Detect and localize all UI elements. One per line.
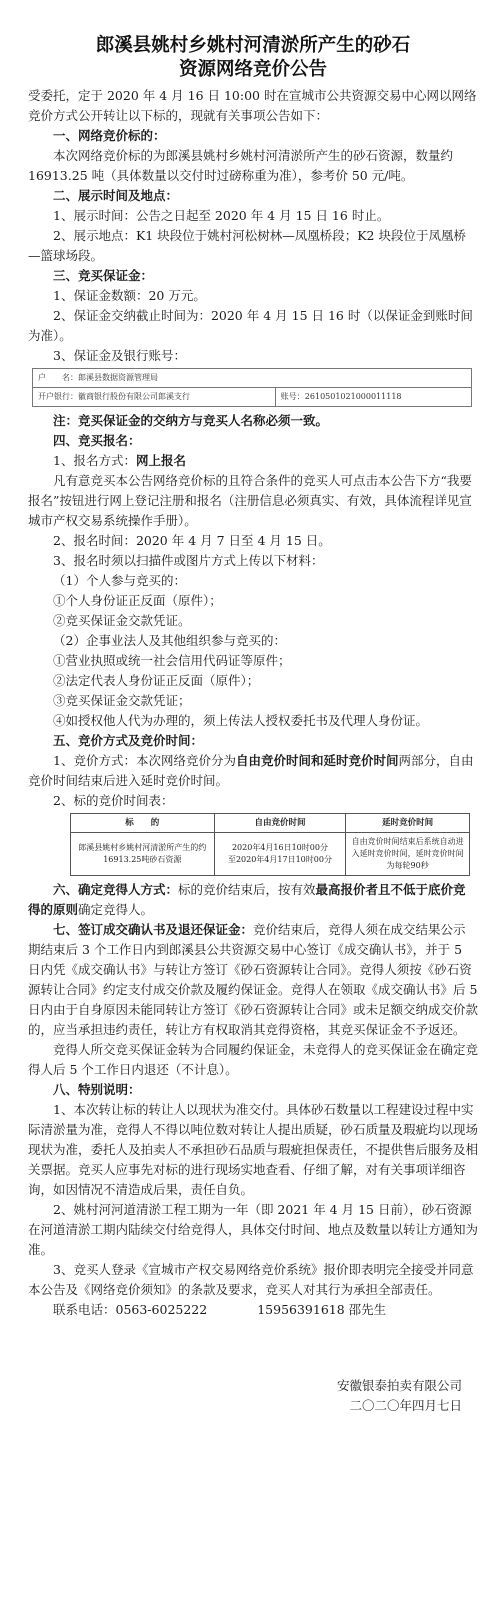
bank-account-table [32, 368, 472, 407]
bidding-table-row [71, 833, 470, 876]
section-1-heading: 一、网络竞价标的： [53, 128, 166, 143]
special-note-1: 1、本次转让标的转让人以现状为准交付。具体砂石数量以工程建设过程中实际清淤量为准，竞得人不得以吨位数对转让人提出质疑，砂石质量及瑕疵均以现场现状为准，委托人及拍卖人不承担砂石品质与瑕疵担保责任，不提供售后服务及相关票据。竞买人应事先对标的进行现场实地查看、仔细了解，对有关事项详细咨询，如因情况不清造成后果，责任自负。 [28, 1102, 479, 1197]
individual-materials-heading: （1）个人参与竞买的： [53, 573, 186, 588]
account-bank-label: 开户银行： [38, 392, 78, 401]
section-1-text: 本次网络竞价标的为郎溪县姚村乡姚村河清淤所产生的砂石资源，数量约 16913.25 吨（具体数量以交付时过磅称重为准），参考价 50 元/吨。 [28, 148, 454, 183]
section-6-paragraph [28, 880, 478, 920]
account-bank-value: 徽商银行股份有限公司郎溪支行 [78, 392, 190, 401]
cell-free-bidding-time [214, 833, 346, 876]
bidding-method [28, 751, 478, 791]
bidding-method-prefix: 1、竞价方式：本次网络竞价分为 [53, 753, 236, 768]
signature-company: 安徽银泰拍卖有限公司 [336, 1378, 462, 1393]
section-7-text: 竞价结束后，竞得人须在成交结果公示期结束后 3 个工作日内到郎溪县公共资源交易中心签订《成交确认书》，并于 5 日内凭《成交确认书》与转让方签订《砂石资源转让合同》。竞得人须按《砂石资源转让合同》约定支付成交价款及履约保证金。竞得人在领取《成交确认书》后 5 日内由于自身原因未能同转让方签订《砂石资源转让合同》或未足额交纳成交价款的，应当承担违约责任，转让方有权取消其竞得资格，其竞买保证金不予返还。 [28, 922, 479, 1037]
organization-material-2: ②法定代表人身份证正反面（原件）； [53, 673, 260, 688]
account-bank-cell [33, 388, 276, 407]
title-line-2: 资源网络竞价公告 [178, 59, 327, 80]
registration-method [28, 451, 478, 471]
registration-instructions: 凡有意竞买本公告网络竞价标的且符合条件的竞买人可点击本公告下方“我要报名”按钮进行网上登记注册和报名（注册信息必须真实、有效，具体流程详见宣城市产权交易系统操作手册）。 [28, 473, 472, 528]
free-bidding-start: 2020年4月16日10时00分 [231, 843, 328, 852]
organization-material-4: ④如授权他人代为办理的，须上传法人授权委托书及代理人身份证。 [53, 713, 429, 728]
title-line-1: 郎溪县姚村乡姚村河清淤所产生的砂石 [95, 35, 411, 56]
bidding-table-header [71, 814, 470, 833]
section-7-heading: 七、签订成交确认书及退还保证金： [53, 922, 254, 937]
cell-target: 郎溪县姚村乡姚村河清淤所产生的约16913.25吨砂石资源 [71, 833, 215, 876]
account-name-row [33, 369, 472, 388]
account-name-cell [33, 369, 472, 388]
section-2-heading: 二、展示时间及地点： [53, 188, 179, 203]
section-7-paragraph [28, 920, 478, 1040]
contact-phone: 联系电话：0563-6025222 15956391618 邵先生 [53, 1302, 387, 1317]
section-4-heading: 四、竞买报名： [53, 433, 141, 448]
organization-material-3: ③竞买保证金交款凭证； [53, 693, 191, 708]
deposit-account-intro: 3、保证金及银行账号： [53, 348, 186, 363]
account-bank-row [33, 388, 472, 407]
organization-material-1: ①营业执照或统一社会信用代码证等原件； [53, 653, 291, 668]
section-6-text-bold: 最高报价者且不低于底价竞得的原则 [28, 882, 466, 917]
bidding-method-bold: 自由竞价时间和延时竞价时间 [235, 753, 399, 768]
registration-time: 2、报名时间：2020 年 4 月 7 日至 4 月 15 日。 [53, 533, 331, 548]
account-name-label: 户 名： [38, 373, 78, 382]
section-6-heading: 六、确定竞得人方式： [53, 882, 179, 897]
page-title [28, 34, 478, 82]
header-free-bidding: 自由竞价时间 [214, 814, 346, 833]
section-2-display-location: 2、展示地点：K1 块段位于姚村河松树林—凤凰桥段；K2 块段位于凤凰桥—篮球场段。 [28, 228, 466, 263]
organization-materials-heading: （2）企事业法人及其他组织参与竞买的： [53, 633, 286, 648]
signature-date: 二〇二〇年四月七日 [349, 1398, 462, 1413]
intro-paragraph: 受委托，定于 2020 年 4 月 16 日 10:00 时在宣城市公共资源交易中心网以网络竞价方式公开转让以下标的，现就有关事项公告如下： [28, 88, 477, 123]
individual-material-2: ②竞买保证金交款凭证。 [53, 613, 191, 628]
special-note-2: 2、姚村河河道清淤工程工期为一年（即 2021 年 4 月 15 日前），砂石资源在河道清淤工期内陆续交付给竞得人，具体交付时间、地点及数量以转让方通知为准。 [28, 1202, 479, 1257]
account-number-cell [275, 388, 471, 407]
section-6-text-b: 确定竞得人。 [78, 902, 154, 917]
section-8-heading: 八、特别说明： [53, 1082, 141, 1097]
individual-material-1: ①个人身份证正反面（原件）； [53, 593, 222, 608]
account-number-label: 账号： [280, 392, 305, 401]
deposit-deadline: 2、保证金交纳截止时间为：2020 年 4 月 15 日 16 时（以保证金到账时间为准）。 [28, 308, 473, 343]
section-2-display-time: 1、展示时间：公告之日起至 2020 年 4 月 15 日 16 时止。 [53, 208, 390, 223]
registration-materials: 3、报名时须以扫描件或图片方式上传以下材料： [53, 553, 324, 568]
deposit-amount: 1、保证金数额：20 万元。 [53, 288, 206, 303]
header-extended-bidding: 延时竞价时间 [346, 814, 470, 833]
special-note-3: 3、竞买人登录《宣城市产权交易网络竞价系统》报价即表明完全接受并同意本公告及《网络竞价须知》的条款及要求，竞买人对其行为承担全部责任。 [28, 1262, 474, 1297]
header-target: 标 的 [71, 814, 215, 833]
bidding-method-suffix: 两部分，自由竞价时间结束后进入延时竞价时间。 [28, 753, 474, 788]
cell-extended-bidding-time: 自由竞价时间结束后系统自动进入延时竞价时间，延时竞价时间为每轮90秒 [346, 833, 470, 876]
registration-method-label: 1、报名方式： [53, 453, 136, 468]
account-number-value: 2610501021000011118 [304, 392, 402, 401]
section-7-deposit-refund: 竞得人所交竞买保证金转为合同履约保证金，未竞得人的竞买保证金在确定竞得人后 5 个工作日内退还（不计息）。 [28, 1042, 479, 1077]
bidding-schedule-intro: 2、标的竞价时间表： [53, 793, 174, 808]
account-name-value: 郎溪县数据资源管理局 [78, 373, 158, 382]
section-5-heading: 五、竞价方式及竞价时间： [53, 733, 204, 748]
section-6-text-a: 标的竞价结束后，按有效 [178, 882, 316, 897]
free-bidding-end: 至2020年4月17日10时00分 [227, 855, 332, 864]
registration-method-value: 网上报名 [135, 453, 186, 468]
bidding-schedule-table [70, 813, 470, 876]
section-3-heading: 三、竞买保证金： [53, 268, 154, 283]
deposit-note: 注：竞买保证金的交纳方与竞买人名称必须一致。 [53, 413, 329, 428]
